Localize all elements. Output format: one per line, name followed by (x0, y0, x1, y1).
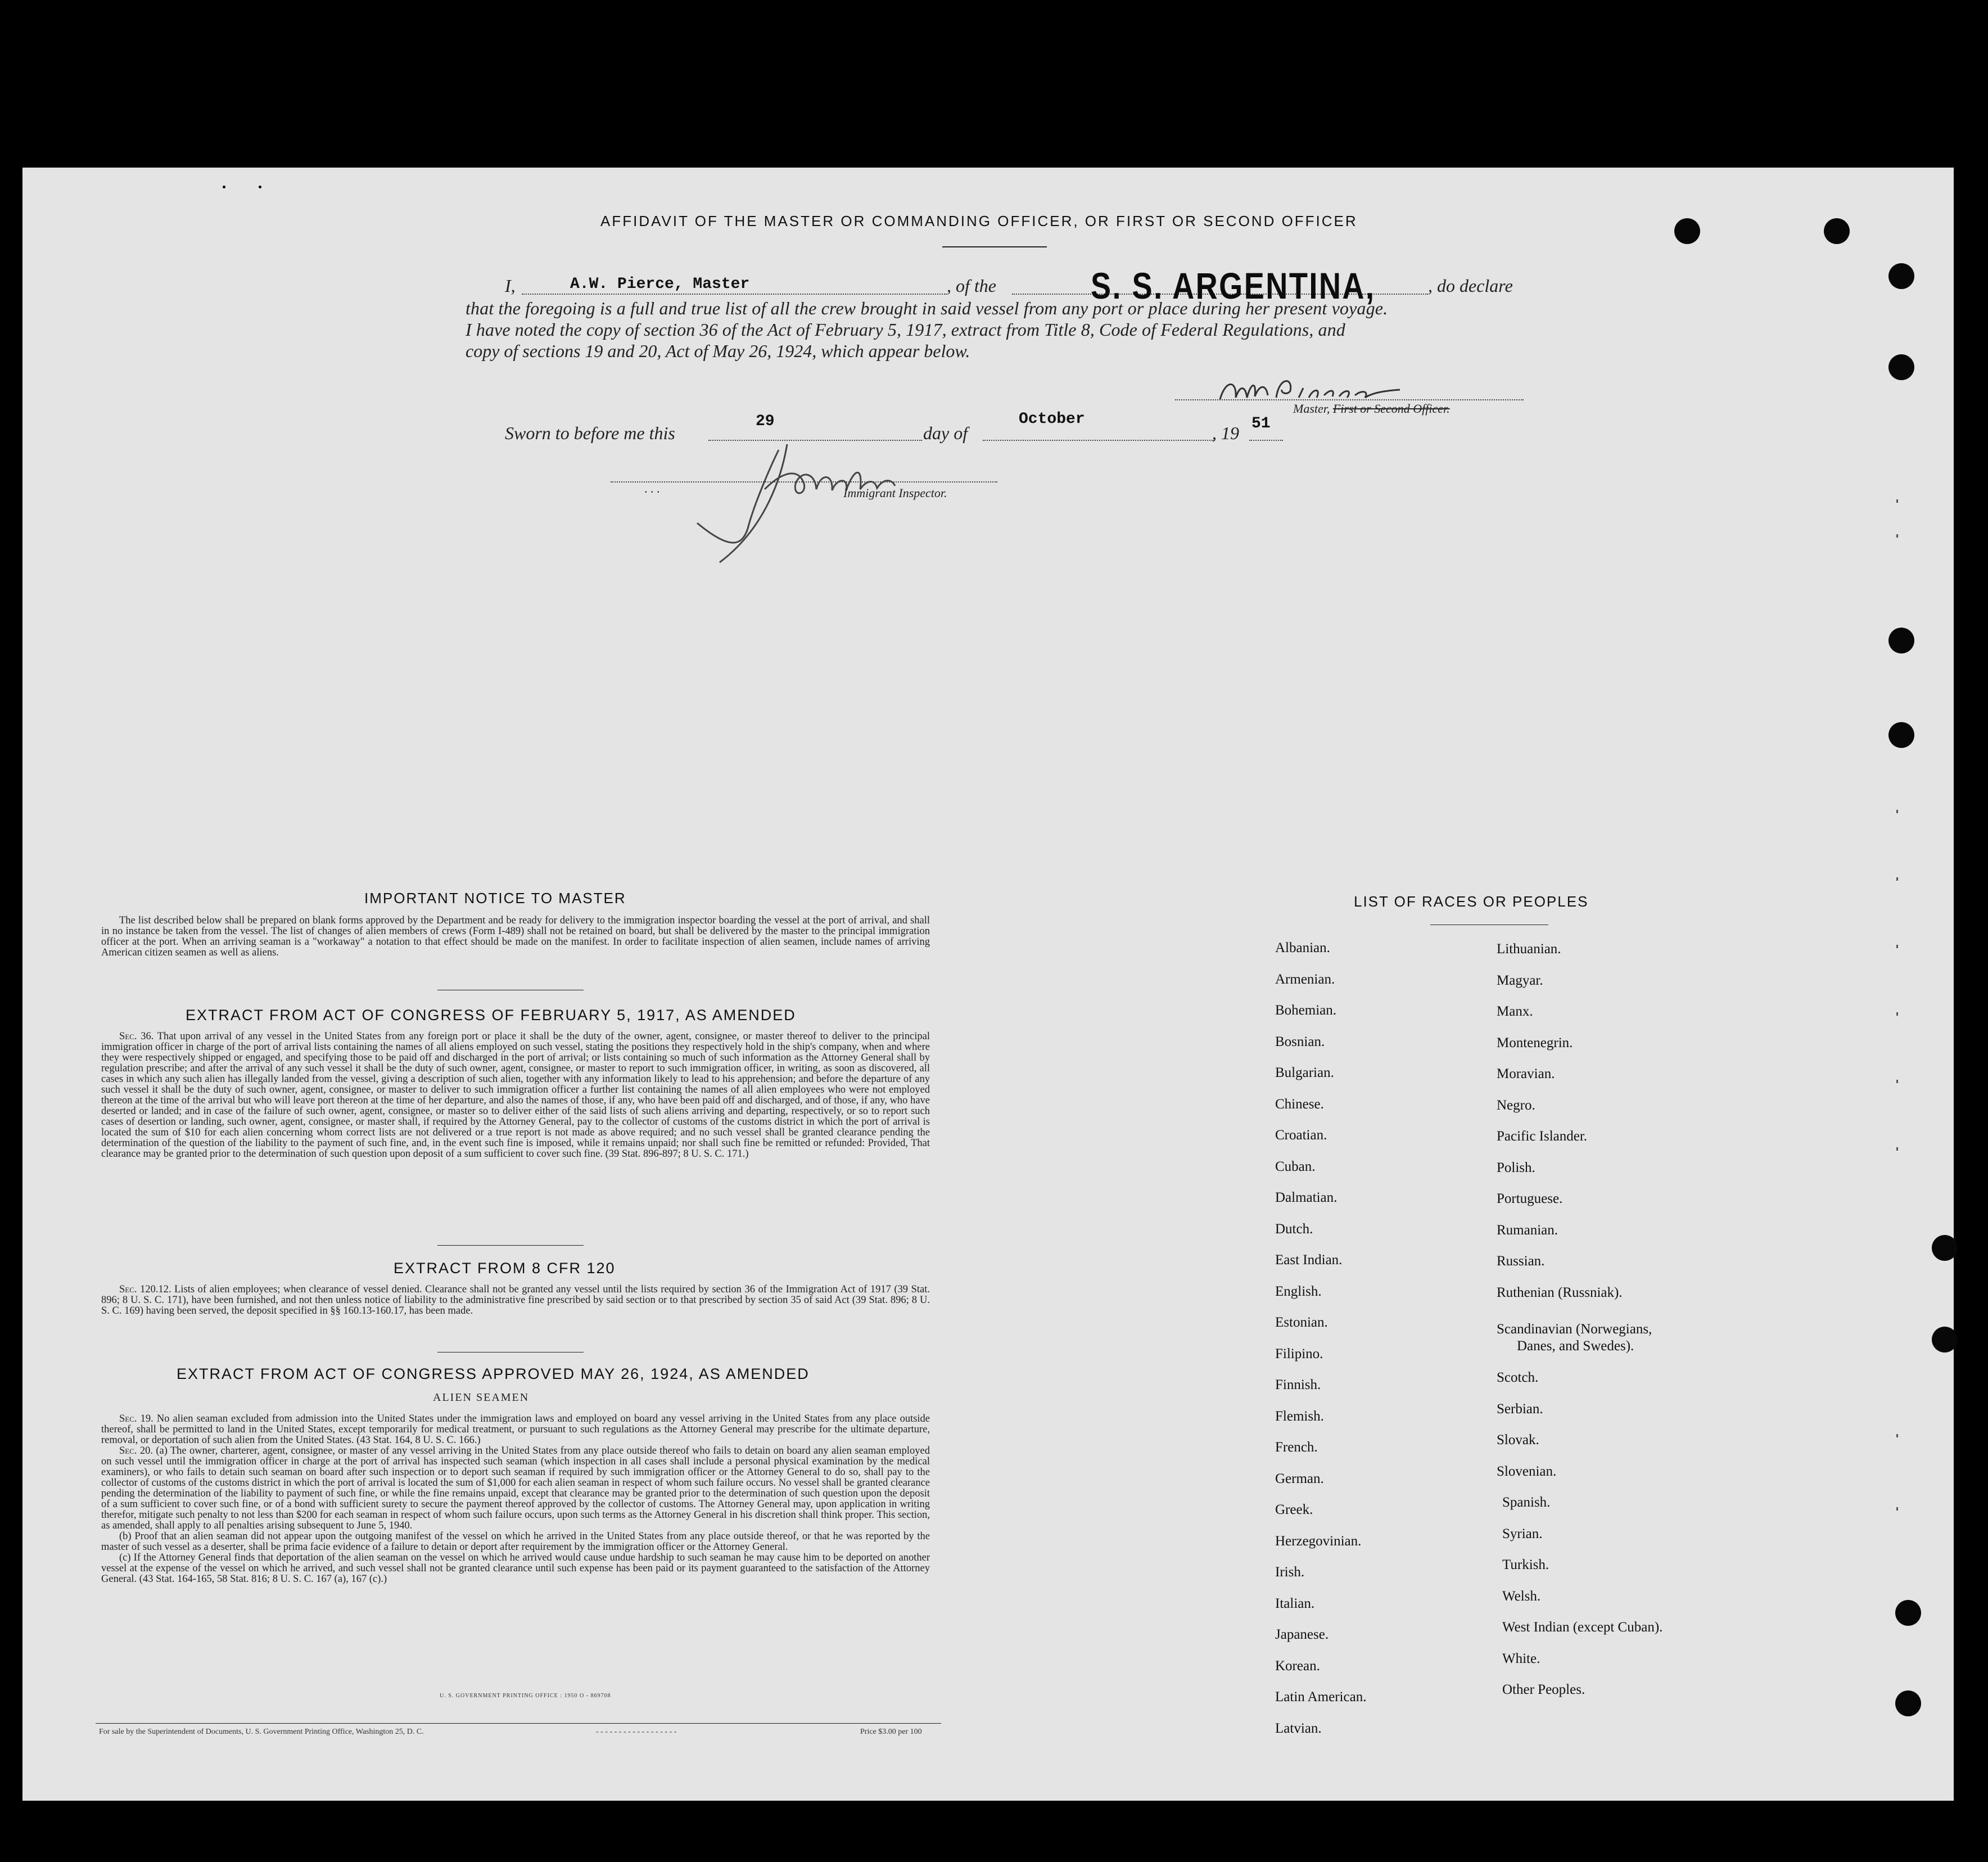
punch-hole (1888, 263, 1914, 289)
punch-hole (1888, 354, 1914, 380)
race-item: Rumanian. (1497, 1222, 1558, 1238)
scan-speck (223, 186, 225, 188)
race-item: Dalmatian. (1275, 1190, 1338, 1205)
notice-title: IMPORTANT NOTICE TO MASTER (364, 890, 626, 907)
officer-caption-struck: First or Second Officer. (1332, 402, 1450, 416)
race-item: Herzegovinian. (1275, 1533, 1362, 1549)
race-item: West Indian (except Cuban). (1502, 1620, 1663, 1635)
race-item: Cuban. (1275, 1158, 1316, 1174)
race-item: Japanese. (1275, 1627, 1329, 1642)
sec-19-label: Sec. 19. (119, 1413, 153, 1424)
edge-tick (1896, 810, 1898, 813)
footer-sale-text: For sale by the Superintendent of Documents, U. S. Government Printing Office, Washington 25, D. C. (99, 1728, 424, 1736)
edge-tick (1896, 945, 1898, 948)
race-item: Other Peoples. (1502, 1682, 1585, 1697)
scan-speck (259, 186, 261, 188)
sec-36-label: Sec. 36. (119, 1031, 154, 1042)
affidavit-title: AFFIDAVIT OF THE MASTER OR COMMANDING OFFICER, OR FIRST OR SECOND OFFICER (600, 213, 1358, 229)
sworn-month: October (1019, 411, 1085, 428)
sec-20-label: Sec. 20. (119, 1445, 153, 1457)
race-item: Magyar. (1497, 972, 1543, 988)
race-item: Bohemian. (1275, 1003, 1337, 1018)
race-item: Serbian. (1497, 1401, 1543, 1417)
race-item: Filipino. (1275, 1346, 1323, 1361)
race-item: Russian. (1497, 1254, 1545, 1269)
race-item: Italian. (1275, 1595, 1315, 1611)
master-caption-text: Master, (1293, 402, 1330, 416)
race-item: Lithuanian. (1497, 941, 1561, 957)
inspector-dots: . . . (644, 481, 660, 495)
extract-1924-title: EXTRACT FROM ACT OF CONGRESS APPROVED MAY 26, 1924, AS AMENDED (177, 1365, 810, 1382)
sworn-month-line (983, 440, 1214, 441)
race-item: Scotch. (1497, 1370, 1539, 1385)
ship-name-stamp: S. S. ARGENTINA, (1091, 265, 1376, 306)
notice-text (101, 916, 930, 958)
race-item: Albanian. (1275, 940, 1330, 955)
extract-cfr-title: EXTRACT FROM 8 CFR 120 (394, 1260, 616, 1277)
inspector-signature-line (611, 481, 997, 483)
race-item: Scandinavian (Norwegians, (1497, 1322, 1652, 1337)
race-item: Portuguese. (1497, 1191, 1563, 1206)
sec-20a-text: (a) The owner, charterer, agent, consignee, or master of any vessel arriving in the United States from any place outside thereof who fails to detain on board any alien seaman employed on such vessel until the immigration officer in charge at the port of arrival has inspected such seaman (which inspection in all cases shall include a personal physical examination by the medical examiners), or who fails to detain such seaman on board after such inspection or to deport such seaman if required by such immigration officer or the Attorney General to do so, shall pay to the collector of customs of the customs district in which the port of arrival is located the sum of $1,000 for each alien seaman in respect of whom such failure occurs. No vessel shall be granted clearance pending the determination of the liability to payment of such fine, or while the fine remains unpaid, except that clearance may be granted prior to the determination of such question upon the deposit of a sum sufficient to cover such fine, or of a bond with sufficient surety to secure the payment thereof approved by the collector of customs. The Attorney General may, upon application in writing therefor, mitigate such penalty to not less than $200 for each seaman in respect of whom such failure occurs, upon such terms as the Attorney General in his discretion shall think proper. This section, as amended, shall apply to all penalties arising subsequent to June 5, 1940. (101, 1445, 930, 1531)
race-item: Negro. (1497, 1097, 1535, 1113)
gpo-line: U. S. GOVERNMENT PRINTING OFFICE : 1950 O - 869708 (440, 1693, 611, 1699)
edge-tick (1896, 1507, 1898, 1511)
sec-19-text: No alien seaman excluded from admission into the United States under the immigration laws and employed on board any vessel arriving in the United States from any place outside thereof, shall be permitted to land in the United States, except temporarily for medical treatment, or pursuant to such regulations as the Attorney General may prescribe for the ultimate departure, removal, or deportation of such alien from the United States. (43 Stat. 164, 8 U. S. C. 166.) (101, 1413, 930, 1446)
race-item: Bulgarian. (1275, 1065, 1334, 1080)
race-item: Polish. (1497, 1160, 1535, 1175)
race-item: Manx. (1497, 1004, 1533, 1019)
races-title: LIST OF RACES OR PEOPLES (1354, 893, 1589, 910)
punch-hole (1888, 722, 1914, 748)
decl-of-the: , of the (947, 276, 996, 296)
punch-hole (1888, 628, 1914, 653)
race-item: Irish. (1275, 1565, 1305, 1580)
sec-120-text: Lists of alien employees; when clearance of vessel denied. Clearance shall not be granted any vessel until the lists required by section 36 of the Immigration Act of 1917 (39 Stat. 896; 8 U. S. C. 171), have been furnished, and not then unless notice of liability to the administrative fine prescribed by said section or to that prescribed by section 35 of said Act (39 Stat. 896; 8 U. S. C. 169) having been served, the deposit specified in §§ 160.13-160.17, has been made. (101, 1284, 930, 1317)
race-item: White. (1502, 1651, 1540, 1666)
edge-tick (1896, 1080, 1898, 1083)
race-item: Syrian. (1502, 1526, 1543, 1541)
edge-tick (1896, 1434, 1898, 1437)
alien-seamen-subtitle: ALIEN SEAMEN (433, 1391, 530, 1404)
race-item: Finnish. (1275, 1377, 1321, 1392)
race-item: East Indian. (1275, 1252, 1343, 1268)
year-line (1249, 440, 1283, 441)
race-item: Moravian. (1497, 1066, 1555, 1081)
race-item: Croatian. (1275, 1128, 1327, 1143)
race-item: Montenegrin. (1497, 1035, 1573, 1051)
race-item: Latin American. (1275, 1689, 1367, 1705)
extract-1917-rule (437, 1245, 584, 1246)
decl-i: I, (505, 276, 516, 296)
extract-1917-text (101, 1031, 930, 1160)
day-of-text: day of (923, 423, 968, 443)
race-item: Spanish. (1502, 1495, 1551, 1510)
punch-hole (1824, 218, 1850, 244)
race-item: English. (1275, 1283, 1322, 1299)
race-item: Estonian. (1275, 1315, 1328, 1330)
decl-do-declare: , do declare (1428, 276, 1513, 296)
race-item: Greek. (1275, 1502, 1313, 1517)
punch-hole (1932, 1327, 1958, 1352)
sworn-day: 29 (756, 413, 775, 430)
punch-hole (1932, 1235, 1958, 1261)
sec-36-text: That upon arrival of any vessel in the United States from any foreign port or place it shall be the duty of the owner, agent, consignee, or master thereof to deliver to the principal immigration officer in charge of the port of arrival lists containing the names of all aliens employed on such vessel, stating the positions they respectively hold in the ship's company, when and where they were respectively shipped or engaged, and specifying those to be paid off and discharged in the port of arrival; or lists containing so much of such information as the Attorney General shall by regulation prescribe; and after the arrival of any such vessel it shall be the duty of such owner, agent, consignee, or master to report to such immigration officer, in writing, as soon as discovered, all cases in which any such alien has illegally landed from the vessel, giving a description of such alien, together with any information likely to lead to his apprehension; and before the departure of any such vessel it shall be the duty of such owner, agent, consignee, or master to deliver to such immigration officer a further list containing the names of all alien employees who were not employed thereon at the time of the arrival but who will leave port thereon at the time of her departure, and also the names of those, if any, who have been paid off and discharged, and of those, if any, who have deserted or landed; and in case of the failure of such owner, agent, consignee, or master so to deliver either of the said lists of such aliens arriving and departing, respectively, or so to report such cases of desertion or landing, such owner, agent, consignee, or master shall, if required by the Attorney General, pay to the collector of customs of the customs district in which the port of arrival is located the sum of $10 for each alien concerning whom correct lists are not delivered or a true report is not made as above required; and no such vessel shall be granted clearance pending the determination of the question of the liability to the payment of such fine, and, in the event such fine is imposed, while it remains unpaid; nor shall such fine be remitted or refunded: Provided, That clearance may be granted prior to the determination of such question upon deposit of a sum sufficient to cover such fine. (39 Stat. 896-897; 8 U. S. C. 171.) (101, 1031, 930, 1160)
edge-tick (1896, 877, 1898, 881)
race-item: Dutch. (1275, 1221, 1313, 1237)
edge-tick (1896, 1147, 1898, 1151)
punch-hole (1895, 1600, 1921, 1626)
extract-1924-text (101, 1414, 930, 1585)
race-item: Chinese. (1275, 1096, 1324, 1112)
edge-tick (1896, 534, 1898, 538)
footer-rule (96, 1723, 941, 1724)
inspector-caption: Immigrant Inspector. (843, 486, 947, 500)
sec-20b-text: (b) Proof that an alien seaman did not appear upon the outgoing manifest of the vessel on which he arrived in the United States from any place outside thereof, or that he was reported by the master of such vessel as a deserter, shall be prima facie evidence of a failure to detain or deport after requirement by the immigration officer or the Attorney General. (101, 1531, 930, 1553)
declarant-line (522, 294, 947, 295)
extract-1917-title: EXTRACT FROM ACT OF CONGRESS OF FEBRUARY 5, 1917, AS AMENDED (186, 1007, 796, 1024)
race-item: Korean. (1275, 1658, 1320, 1674)
master-signature-line (1175, 399, 1524, 400)
punch-hole (1895, 1690, 1921, 1716)
race-item: Latvian. (1275, 1720, 1322, 1736)
notice-paragraph: The list described below shall be prepared on blank forms approved by the Department and be ready for delivery to the immigration inspector boarding the vessel at the port of arrival, and shall in no instance be taken from the vessel. The list of changes of alien members of crews (Form I-489) shall not be retained on board, but shall be delivered by the master to the principal immigration officer at the port. When an arriving seaman is a "workaway" a notation to that effect should be made on the manifest. In order to facilitate inspection of alien seamen, include names of arriving American citizen seamen as well as aliens. (101, 915, 930, 958)
race-item: Welsh. (1502, 1588, 1541, 1604)
race-item: Turkish. (1502, 1557, 1549, 1572)
race-item: French. (1275, 1440, 1318, 1455)
title-rule (942, 246, 1047, 247)
extract-cfr-text (101, 1284, 930, 1317)
scan-speck (1546, 31, 1549, 34)
decl-line-3: I have noted the copy of section 36 of the Act of February 5, 1917, extract from Title 8, Code of Federal Regulations, and (466, 319, 1345, 340)
footer-price: Price $3.00 per 100 (860, 1728, 922, 1736)
sec-120-label: Sec. 120.12. (119, 1284, 171, 1295)
footer-dots: - - - - - - - - - - - - - - - - - - (596, 1728, 677, 1736)
master-caption (1293, 402, 1450, 416)
race-scandinavian-cont: Danes, and Swedes). (1517, 1338, 1634, 1354)
race-item: Ruthenian (Russniak). (1497, 1284, 1623, 1300)
decl-line-4: copy of sections 19 and 20, Act of May 26, 1924, which appear below. (466, 341, 970, 361)
race-item: Slovak. (1497, 1432, 1539, 1448)
race-item: German. (1275, 1471, 1324, 1486)
race-item: Slovenian. (1497, 1463, 1557, 1479)
punch-hole (1674, 218, 1700, 244)
race-item: Flemish. (1275, 1408, 1324, 1424)
scan-speck (1536, 20, 1539, 23)
edge-tick (1896, 1012, 1898, 1016)
race-item: Pacific Islander. (1497, 1129, 1588, 1144)
sec-20c-text: (c) If the Attorney General finds that deportation of the alien seaman on the vessel on which he arrived would cause undue hardship to such seaman he may cause him to be deported on another vessel at the expense of the vessel on which he arrived, and such vessel shall not be granted clearance until such expense has been paid or its payment guaranteed to the satisfaction of the Attorney General. (43 Stat. 164-165, 58 Stat. 816; 8 U. S. C. 167 (a), 167 (c).) (101, 1552, 930, 1585)
race-item: Bosnian. (1275, 1034, 1325, 1049)
race-item: Armenian. (1275, 971, 1335, 987)
year-prefix: , 19 (1212, 423, 1239, 443)
sworn-text: Sworn to before me this (505, 423, 675, 443)
declarant-name: A.W. Pierce, Master (570, 276, 750, 293)
decl-line-2: that the foregoing is a full and true list of all the crew brought in said vessel from any port or place during her present voyage. (466, 298, 1388, 318)
edge-tick (1896, 499, 1898, 503)
year-suffix: 51 (1251, 415, 1271, 432)
